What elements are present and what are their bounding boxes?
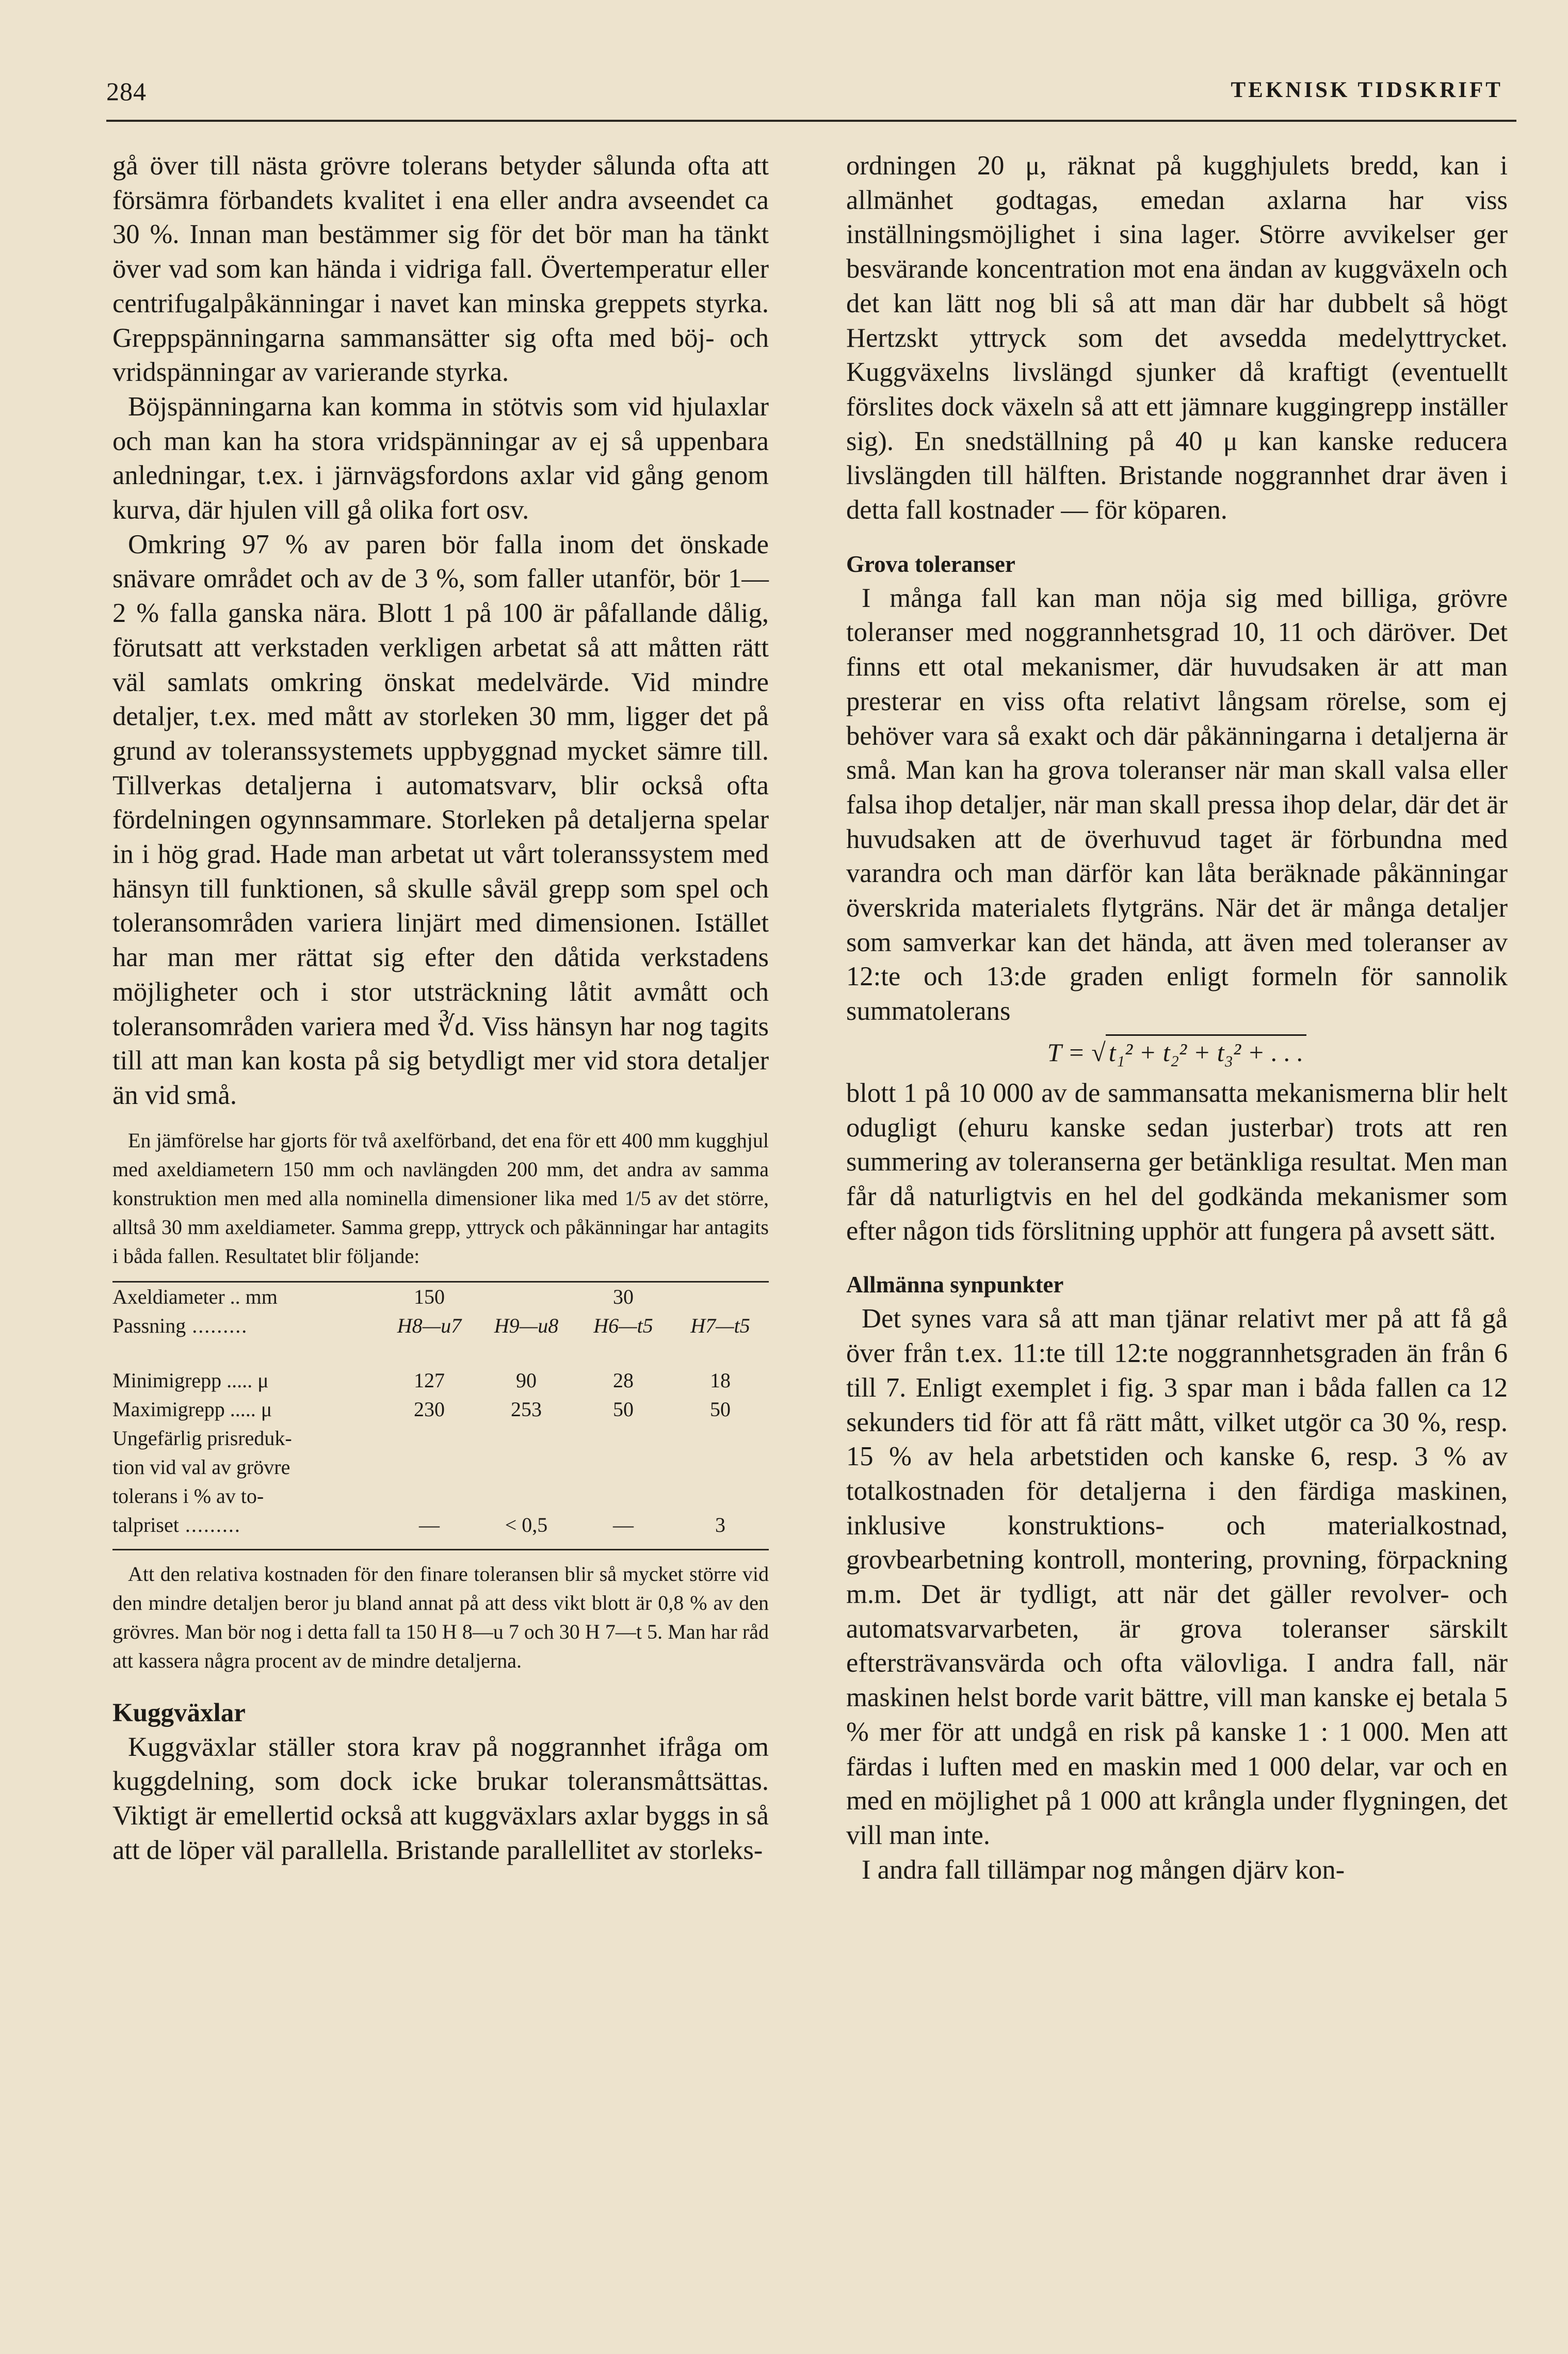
section-heading-kuggvaxlar: Kuggväxlar [112,1698,246,1727]
section-heading-allmanna-synpunkter: Allmänna synpunkter [846,1272,1064,1298]
table-cell: tion vid val av grövre [112,1455,290,1479]
right-column [846,149,1508,1887]
table-cell: Minimigrepp ..... μ [112,1368,269,1392]
table-cell [112,1511,381,1550]
formula-lhs: T = [1047,1037,1092,1067]
table-row [112,1511,769,1550]
table-cell [672,1282,769,1311]
table-cell: 90 [516,1368,537,1392]
table-cell: 50 [710,1397,731,1421]
body-paragraph: gå över till nästa grövre tolerans betyder sålunda ofta att försämra förbandets kvalitet i ena eller andra avseendet ca 30 %. Innan man bestämmer sig för det bör man ha tänkt över vad som kan hända i vidriga fall. Övertemperatur eller centrifugalpåkänningar i navet kan minska greppets styrka. Greppspänningarna sammansätter sig ofta med böj- och vridspänningar av varierande styrka. [112,151,769,388]
table-row [112,1482,769,1511]
table-cell: Axeldiameter .. mm [112,1282,381,1311]
table-spacer [112,1340,769,1366]
table-cell: 150 [381,1282,478,1311]
page-number: 284 [106,77,147,106]
table-cell [478,1282,575,1311]
table-cell: 3 [672,1511,769,1550]
table-row [112,1453,769,1482]
table-cell: Maximigrepp ..... μ [112,1397,272,1421]
table-cell: H6—t5 [593,1314,653,1337]
table-cell: 253 [511,1397,542,1421]
formula-radicand: t₁² + t₂² + t₃² + . . . [1106,1034,1307,1068]
table-row [112,1282,769,1311]
table-row [112,1311,769,1340]
comparison-note: En jämförelse har gjorts för två axelförband, det ena för ett 400 mm kugghjul med axeldiametern 150 mm och navlängden 200 mm, det andra av samma konstruktion men med alla nominella dimensioner lika med 1/5 av det större, alltså 30 mm axeldiameter. Samma grepp, yttryck och påkänningar har antagits i båda fallen. Resultatet blir följande: [112,1128,769,1268]
table-cell: H8—u7 [397,1314,462,1337]
passning-label: Passning ..... [112,1314,248,1337]
body-paragraph: ordningen 20 μ, räknat på kugghjulets bredd, kan i allmänhet godtagas, emedan axlarna har viss inställningsmöjlighet i sina lager. Större avvikelser ger besvärande koncentration mot ena ändan av kuggväxeln och det kan lätt nog bli så att man där har dubbelt så högt Hertzskt yttryck som det avsedda medelyttrycket. Kuggväxelns livslängd sjunker då kraftigt (eventuellt förslites dock växeln så att ett jämnare kuggingrepp inställer sig). En snedställning på 40 μ kan kanske reducera livslängden till hälften. Bristande noggrannhet drar även i detta fall kostnader — för köparen. [846,151,1508,525]
sqrt-sign: √ [1091,1037,1106,1067]
table-cell: 30 [575,1282,672,1311]
table-cell: 50 [613,1397,634,1421]
formula [846,1029,1508,1076]
body-paragraph: Kuggväxlar ställer stora krav på noggrannhet ifråga om kuggdelning, som dock icke brukar toleransmåttsättas. Viktigt är emellertid också att kuggväxlars axlar byggs in så att de löper väl parallella. Bristande parallellitet av storleks- [112,1732,769,1865]
table-cell: < 0,5 [478,1511,575,1550]
journal-title: TEKNISK TIDSKRIFT [1231,78,1503,102]
body-paragraph: blott 1 på 10 000 av de sammansatta mekanismerna blir helt odugligt (ehuru kanske sedan justerbar) trots att ren summering av toleranserna ger betänkliga resultat. Men man får då naturligtvis en hel del godkända mekanismer som efter någon tids förslitning upphör att fungera på avsett sätt. [846,1078,1508,1246]
table-cell [112,1311,381,1340]
tolerance-table [112,1281,769,1550]
body-paragraph: Böjspänningarna kan komma in stötvis som vid hjulaxlar och man kan ha stora vridspänningar av ej så uppenbara anledningar, t.ex. i järnvägsfordons axlar vid gång genom kurva, där hjulen vill gå olika fort osv. [112,391,769,525]
table-cell: H7—t5 [690,1314,750,1337]
body-paragraph: I andra fall tillämpar nog mången djärv kon- [862,1854,1345,1885]
table-cell: 230 [414,1397,445,1421]
body-paragraph: Det synes vara så att man tjänar relativt mer på att få gå över från t.ex. 11:te till 12:te noggrannhetsgraden än från 6 till 7. Enligt exemplet i fig. 3 spar man i båda fallen ca 12 sekunders tid för att få rätt mått, vilket utgör ca 30 %, resp. 15 % av hela arbetstiden och kanske 6, resp. 3 % av totalkostnaden för detaljerna i den färdiga maskinen, inklusive konstruktions- och materialkostnad, grovbearbetning kontroll, montering, provning, förpackning m.m. Det är tydligt, att när det gäller revolver- och automatsvarvarbeten, är grova toleranser särskilt eftersträvansvärda och ofta välovliga. I andra fall, när maskinen helst borde varit bättre, vill man kanske ej betala 5 % mer för att undgå en risk på kanske 1 : 1 000. Men att färdas i luften med en maskin med 1 000 delar, var och en med en möjlighet på 1 000 att krångla under flygningen, det vill man inte. [846,1304,1508,1850]
table-cell: — [381,1511,478,1550]
table-cell: — [575,1511,672,1550]
table-cell: tolerans i % av to- [112,1484,264,1508]
left-column [112,149,769,1868]
section-heading-grova-toleranser: Grova toleranser [846,551,1015,577]
body-paragraph: I många fall kan man nöja sig med billiga, grövre toleranser med noggrannhetsgrad 10, 11 och däröver. Det finns ett otal mekanismer, där huvudsaken är att man presterar en viss ofta relativt långsam rörelse, som ej behöver vara så exakt och där påkänningarna i detaljerna är små. Man kan ha grova toleranser när man skall valsa eller falsa ihop detaljer, när man skall pressa ihop delar, där det är huvudsaken att de överhuvud taget är förbundna med varandra och man därför kan låta beräknade påkänningar överskrida materialets flytgräns. När det är många detaljer som samverkar kan det hända, att även med toleranser av 12:te och 13:de graden enligt formeln för sannolik summatolerans [846,583,1508,1027]
table-cell: 127 [414,1368,445,1392]
table-cell: 18 [710,1368,731,1392]
table-note: Att den relativa kostnaden för den finare toleransen blir så mycket större vid den mindre detaljen beror ju bland annat på att dess vikt blott är 0,8 % av den grövres. Man bör nog i detta fall ta 150 H 8—u 7 och 30 H 7—t 5. Man har råd att kassera några procent av de mindre detaljerna. [112,1562,769,1672]
table-row [112,1395,769,1424]
table-cell: 28 [613,1368,634,1392]
header-rule [106,120,1516,122]
table-row [112,1424,769,1453]
price-label: talpriset ..... [112,1513,241,1536]
body-paragraph: Omkring 97 % av paren bör falla inom det önskade snävare området och av de 3 %, som faller utanför, bör 1—2 % falla ganska nära. Blott 1 på 100 är påfallande dålig, förutsatt att verkstaden verkligen arbetat så att måtten rätt väl samlats omkring önskat medelvärde. Vid mindre detaljer, t.ex. med mått av storleken 30 mm, ligger det på grund av toleranssystemets uppbyggnad mycket sämre till. Tillverkas detaljerna i automatsvarv, blir också ofta fördelningen ogynnsammare. Storleken på detaljerna spelar in i hög grad. Hade man arbetat ut vårt toleranssystem med hänsyn till funktionen, så skulle såväl grepp som spel och toleransområden variera linjärt med dimensionen. Istället har man mer rättat sig efter den dåtida verkstadens möjligheter och i stor utsträckning låtit avmått och toleransområden variera med ∛d. Viss hänsyn har nog tagits till att man kan kosta på sig betydligt mer vid stora detaljer än vid små. [112,529,769,1110]
table-cell: Ungefärlig prisreduk- [112,1426,292,1450]
table-cell: H9—u8 [494,1314,559,1337]
table-row [112,1366,769,1395]
